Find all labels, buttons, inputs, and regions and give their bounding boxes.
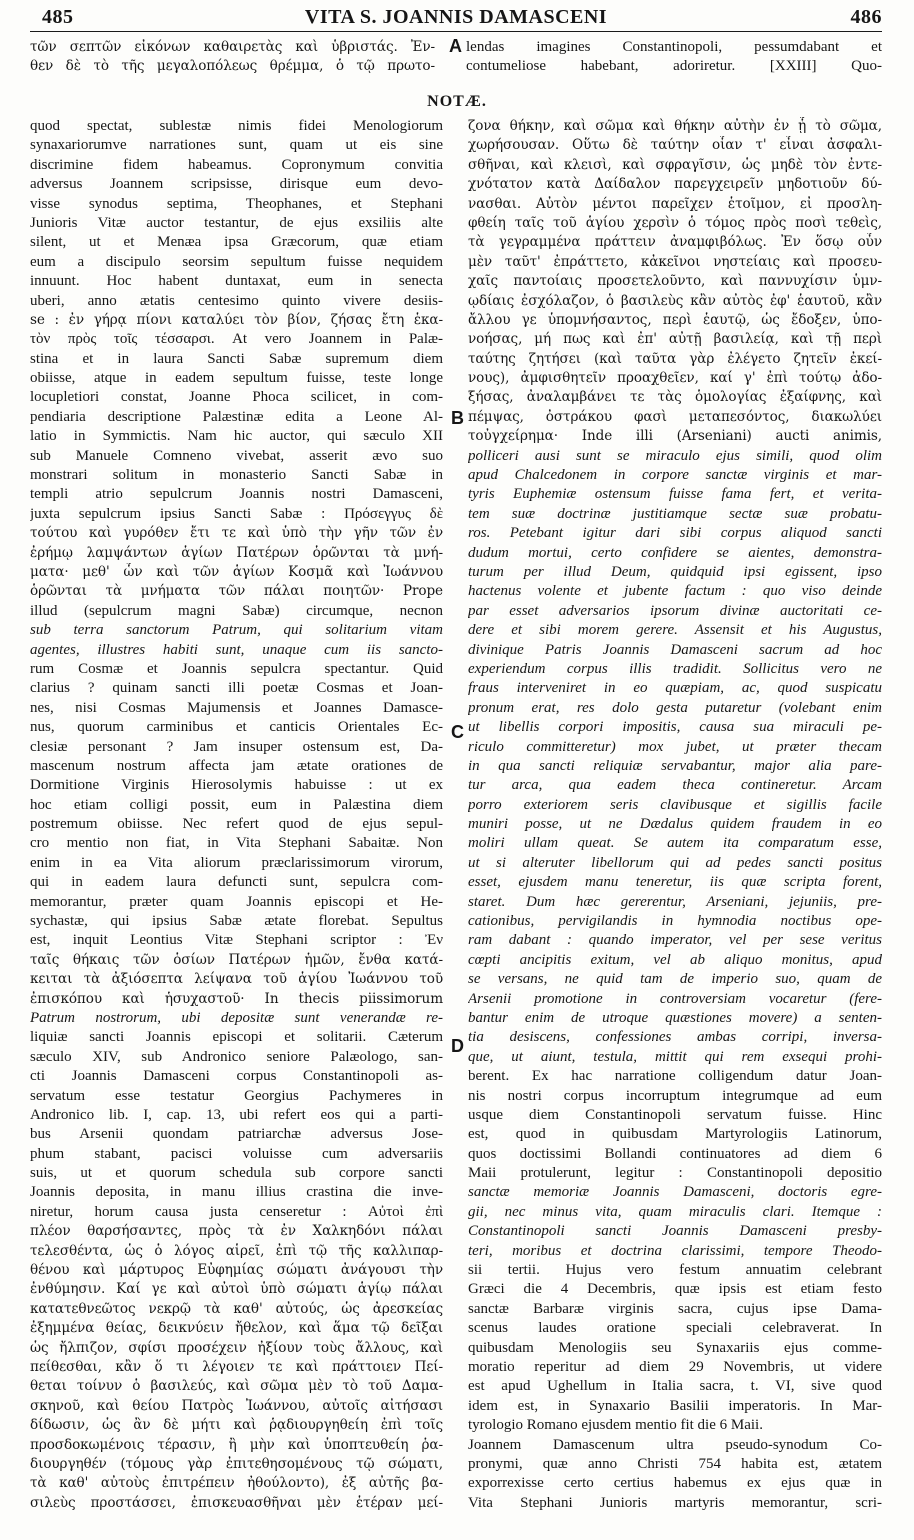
- text-line: silent, ut et Menæa ipsa Græcorum, quæ etiam: [30, 234, 443, 251]
- text-line: innuunt. Hoc habent duntaxat, eum in senecta: [30, 273, 443, 290]
- text-line: Joannis deposita, in manu illius crastina die inve-: [30, 1184, 443, 1201]
- text-line: διουργηθέν (τόμους γὰρ ἐπιτεθησομένους τῷ σώματι,: [30, 1455, 443, 1472]
- text-line: est, quod in quibusdam Martyrologiis Latinorum,: [468, 1126, 882, 1143]
- text-line: sii tertii. Hujus vero festum annuatim celebrant: [468, 1262, 882, 1279]
- text-line: Dormitione Virginis Hierosolymis habuisse : ut ex: [30, 777, 443, 794]
- text-line: Maii protulerunt, legitur : Constantinopoli depositio: [468, 1165, 882, 1182]
- text-line: cti Joannis Damasceni corpus Constantinopoli as-: [30, 1068, 443, 1085]
- text-line: eum a discipulo seorsim sepultum fuisse nequidem: [30, 253, 443, 270]
- running-title: VITA S. JOANNIS DAMASCENI: [304, 6, 608, 28]
- text-line: Junioris Vitæ auctor testantur, de ejus exsiliis alte: [30, 214, 443, 231]
- text-line: hactenus volente et jubente factum : quo viso deinde: [468, 583, 882, 600]
- text-line: est apud Ughellum in Italia sacra, t. VI, sive quod: [468, 1378, 882, 1395]
- text-line: scenus laudes oratione speciali celebraverat. In: [468, 1320, 882, 1337]
- text-line: Græci die 4 Decembris, quæ ipsis est etiam festo: [468, 1281, 882, 1298]
- text-line: stina et in laura Sancti Sabæ supremum diem: [30, 350, 443, 367]
- text-line: visse synodus septima, Theophanes, et Stephani: [30, 195, 443, 212]
- text-line: quos doctissimi Bollandi continuatores ad diem 6: [468, 1145, 882, 1162]
- text-line: staret. Dum hæc gererentur, Arseniani, jejuniis, pre-: [468, 893, 882, 910]
- text-line: exporrexisse certo certius habemus ex ejus quæ in: [468, 1475, 882, 1492]
- text-line: sæculo XIV, sub Andronico seniore Palæologo, san-: [30, 1048, 443, 1065]
- text-line: niretur, horum causa justa censeretur : Αὐτοὶ ἐπὶ: [30, 1203, 443, 1220]
- text-line: ἐπισκόπου καὶ ἡσυχαστοῦ· In thecis piissimorum: [30, 990, 443, 1007]
- text-line: κατατεθνεῶτος νεκρῷ τὰ καθ' αὐτούς, ὡς ἀρεσκείας: [30, 1300, 443, 1317]
- right-page-number: 486: [850, 6, 882, 28]
- text-line: idem est, in Synaxario Basilii imperatoris. In Mar-: [468, 1397, 882, 1414]
- text-line: dudum mortui, certo confidere se aientes, demonstra-: [468, 544, 882, 561]
- text-line: sub terra sanctorum Patrum, qui solitarium vitam: [30, 622, 443, 639]
- text-line: φθείη ταῖς τοῦ ἁγίου χερσὶν ὁ τόμος πρὸς ποσὶ τεθεὶς,: [468, 214, 882, 231]
- header-rule: [30, 31, 882, 32]
- text-line: cationibus, pervigilandis in hymnodia noctibus ope-: [468, 913, 882, 930]
- notes-right-column: [468, 117, 882, 1525]
- text-line: phum stabant, pacisci voluisse cum adversariis: [30, 1145, 443, 1162]
- text-line: templi atrio sepulcrum Joannis nostri Damasceni,: [30, 486, 443, 503]
- text-line: illud (sepulcrum magni Sabæ) circumque, necnon: [30, 602, 443, 619]
- text-line: Joannem Damascenum ultra pseudo-synodum Co-: [468, 1436, 882, 1453]
- text-line: mascenum nostrum affecta jam ætate orationes de: [30, 757, 443, 774]
- text-line: hoc etiam colligi possit, eum in Palæstina diem: [30, 796, 443, 813]
- text-line: ῳδίαις ἐσχόλαζον, ὁ βασιλεὺς κἂν αὐτὸς ἐφ' ἑαυτοῦ, κἂν: [468, 292, 882, 309]
- text-line: adversus Joannem scripsisse, dirisque eum devo-: [30, 176, 443, 193]
- text-line: nis nostri corpus incorruptum integrumque ad eum: [468, 1087, 882, 1104]
- text-line: προσδοκωμένοις τέρασιν, ἢ μὴν καὶ ὑποπτευθείη ῥα-: [30, 1436, 443, 1453]
- text-line: nus, quorum carminibus et canticis Orientales Ec-: [30, 719, 443, 736]
- text-line: ἐξημμένα θείας, δεικνύειν ἤθελον, καὶ ἅμα τῷ δεῖξαι: [30, 1320, 443, 1337]
- text-line: est, inquit Leontius Vitæ Stephani scriptor : Ἐν: [30, 932, 443, 949]
- text-line: in qua sancti reliquiæ servabantur, major alia pare-: [468, 757, 882, 774]
- text-line: νοήσας, μή πως καὶ ἐπ' αὐτῇ βασιλείᾳ, καὶ τῇ περὶ: [468, 331, 882, 348]
- text-line: dere et sibi morem gerere. Assensit et his Augustus,: [468, 622, 882, 639]
- text-line: χνότατον κατὰ Δαίδαλον παρεγχειρεῖν μηδοτιοῦν δύ-: [468, 176, 882, 193]
- text-line: nes, nisi Cosmas Majumensis et Joannes Damasce-: [30, 699, 443, 716]
- text-line: πείθεσθαι, κἂν ὅ τι λέγοιεν τε καὶ πράττοιεν Πεί-: [30, 1359, 443, 1375]
- text-line: ram dabant : quando imperator, vel per sese veritus: [468, 932, 882, 949]
- text-line: ζονα θήκην, καὶ σῶμα καὶ θήκην αὐτὴν ἐν ᾗ τὸ σῶμα,: [468, 118, 882, 134]
- greek-line: τῶν σεπτῶν εἰκόνων καθαιρετὰς καὶ ὑβριστάς. Ἐν-: [30, 39, 435, 55]
- text-line: ματα· μεθ' ὧν καὶ τῶν ἁγίων Κοσμᾶ καὶ Ἰωάννου: [30, 563, 443, 580]
- text-line: τελεσθέντα, ὡς ὁ λόγος αἱρεῖ, ἐπὶ τῷ τῆς καλλιπαρ-: [30, 1242, 443, 1259]
- text-line: pendiaria descriptione Palæstinæ edita a Leone Al-: [30, 408, 443, 425]
- text-line: νασθαι. Αὐτὸν μέντοι παρεῖχεν ἑτοῖμον, εἰ προσλη-: [468, 195, 882, 212]
- text-line: turum per illud Deum, quidquid ipsi egissent, ipso: [468, 563, 882, 580]
- section-title: NOTÆ.: [427, 93, 487, 110]
- text-line: σκηνοῦ, καὶ θείου Πατρὸς Ἰωάννου, αὐτοῖς αἰτήσασι: [30, 1397, 443, 1414]
- text-line: servatum esse testatur Georgius Pachymeres in: [30, 1087, 443, 1104]
- text-line: Vita Stephani Junioris martyris memorantur, scri-: [468, 1494, 882, 1511]
- text-line: sanctæ memoriæ Joannis Damasceni, doctoris egre-: [468, 1184, 882, 1201]
- text-line: pronymi, quæ anno Christi 754 habita est, ætatem: [468, 1455, 882, 1472]
- text-line: ἄλλου γε ὑπομνήσαντος, περὶ ἑαυτῷ, ὡς ἔδοξεν, ὑπο-: [468, 311, 882, 328]
- text-line: suis, ut et quorum schedula sub corpore sancti: [30, 1165, 443, 1182]
- text-line: χαῖς παντοίαις προσετελοῦντο, καὶ παννυχίσιν ὑμν-: [468, 273, 882, 290]
- text-line: enim in ea Vita aliorum præclarissimorum virorum,: [30, 854, 443, 871]
- margin-marker-d: D: [451, 1036, 464, 1056]
- text-line: Andronico lib. I, cap. 13, ubi refert eos qui a parti-: [30, 1106, 443, 1123]
- text-line: quibusdam Menologiis seu Synaxariis ejus comme-: [468, 1339, 882, 1356]
- text-line: berent. Ex hac narratione colligendum datur Joan-: [468, 1068, 882, 1085]
- text-line: experiendum corpus illis tradidit. Sollicitus vero ne: [468, 660, 882, 677]
- text-line: tyrologio Romano ejusdem mentio fit die 6 Maii.: [468, 1417, 763, 1434]
- text-line: ὡς ἤλπιζον, σφίσι προσέχειν ἠξίουν τοὺς ἄλλους, καὶ: [30, 1339, 443, 1356]
- text-line: Arsenii promotione in controversiam vocaretur (fere-: [468, 990, 882, 1007]
- text-line: μὲν ταῦτ' ἐπράττετο, κἀκεῖνοι νηστείαις καὶ προσευ-: [468, 253, 882, 270]
- text-line: juxta sepulcrum ipsius Sancti Sabæ : Πρόσεγγυς δὲ: [30, 505, 443, 522]
- margin-marker-b: B: [451, 408, 464, 428]
- text-line: clarius ? quinam sancti illi poetæ Cosmas et Joan-: [30, 680, 443, 697]
- left-page-number: 485: [42, 6, 74, 28]
- text-line: τὰ καθ' αὐτοὺς ἐπιτρέπειν ἠθούλοντο), ἐξ αὐτῆς βα-: [30, 1475, 443, 1492]
- text-line: teri, moribus et doctrina clarissimi, tempore Theodo-: [468, 1242, 882, 1259]
- text-line: usque diem Constantinopoli servatum fuisse. Hinc: [468, 1106, 882, 1123]
- text-line: agentes, illustres habiti sunt, unaque cum iis sancto-: [30, 641, 443, 658]
- text-line: τὰ γεγραμμένα πράττειν ἀναμφιβόλως. Ἐν ὅσῳ οὖν: [468, 234, 882, 251]
- text-line: muniri posse, ut ne Dædalus quidem fraudem in eo: [468, 816, 882, 833]
- text-line: se : ἐν γήρᾳ πίονι καταλύει τὸν βίον, ζήσας ἔτη ἑκα-: [30, 311, 443, 328]
- text-line: polliceri ausi sunt se miraculo ejus simili, quod olim: [468, 447, 882, 464]
- text-line: Constantinopoli sancti Joannis Damasceni presby-: [468, 1223, 882, 1240]
- text-line: divinique Patris Joannis Damasceni sacrum ad hoc: [468, 641, 882, 658]
- text-line: ταύτης ζητήσει (καὶ ταῦτα γὰρ ἐλέγετο ζητεῖν ἐκεί-: [468, 350, 882, 367]
- text-line: pronum erat, res dolo gesta putaretur (volebant enim: [468, 699, 882, 716]
- text-line: se versans, ne quid tam de imperio suo, quam de: [468, 971, 882, 988]
- text-line: νους), ἀμφισθητεῖν προαχθεῖεν, καί γ' ἐπὶ τούτῳ ἀδο-: [468, 370, 882, 387]
- text-line: ὁρῶνται τὰ μνήματα τῶν πάλαι ποιητῶν· Prope: [30, 583, 443, 600]
- text-line: ἐνθύμησιν. Καί γε καὶ αὐτοὶ ὑπὸ σώματι ἁγίῳ πάλαι: [30, 1281, 443, 1298]
- text-line: σιλεὺς προστάσσει, ἐπισκευασθῆναι μὲν ἑτέραν μεί-: [30, 1494, 443, 1511]
- text-line: ut libellis corpori impositis, causa sua miraculi pe-: [468, 719, 882, 736]
- text-line: rum Cosmæ et Joannis sepulcra spectantur. Quid: [30, 660, 443, 677]
- text-line: Patrum nostrorum, ubi depositæ sunt venerandæ re-: [30, 1009, 443, 1026]
- notes-left-column: [30, 117, 443, 1525]
- text-line: ἐρήμῳ λαμψάντων ἁγίων Πατέρων ὁρῶνται τὰ μνή-: [30, 544, 443, 561]
- text-line: tem suæ doctrinæ justitiamque sectæ suæ probatu-: [468, 505, 882, 522]
- text-line: quod spectat, sublestæ nimis fidei Menologiorum: [30, 118, 443, 134]
- text-line: riculo committeretur) mox jubet, ut præter thecam: [468, 738, 882, 755]
- text-line: par esset adversarios ipsorum divinæ auctoritati ce-: [468, 602, 882, 619]
- text-line: τοὐγχείρημα· Inde illi (Arseniani) aucti animis,: [468, 428, 882, 445]
- text-line: cœpti ancipitis exitum, vel ab aliquo monitus, apud: [468, 951, 882, 968]
- text-line: locupletiori constat, Joanne Phoca scilicet, in com-: [30, 389, 443, 406]
- text-line: tyris Euphemiæ ostensum fuisse fama fert, et verita-: [468, 486, 882, 503]
- text-line: porro exteriorem seris clavibusque et sigillis facile: [468, 796, 882, 813]
- text-line: τούτου καὶ γυρόθεν ἔτι τε καὶ ὑπὸ τὴν γῆν τῶν ἐν: [30, 525, 443, 542]
- text-line: πέμψας, ὀστράκου φασὶ μεταπεσόντος, διακωλύει: [468, 408, 882, 425]
- text-line: σθῆναι, καὶ κλεισὶ, καὶ σφραγῖσιν, ὡς μηδὲ τὸν ἐντε-: [468, 156, 882, 173]
- latin-text-top: [466, 35, 882, 74]
- latin-line: contumeliose habebant, adoriretur. [XXIII] Quo-: [466, 58, 882, 74]
- text-line: tur arca, qua eadem theca contineretur. Arcam: [468, 777, 882, 794]
- text-line: discrimine fidem habeamus. Copronymum convitia: [30, 156, 443, 173]
- text-line: θεται τοίνυν ὁ βασιλεύς, καὶ σῶμα μὲν τὸ τοῦ Δαμα-: [30, 1378, 443, 1395]
- text-line: χωρήσουσαν. Οὕτω δὲ ταύτην οἷαν τ' εἶναι ἀσφαλι-: [468, 137, 882, 154]
- text-line: apud Chalcedonem in corpore sanctæ virginis et mar-: [468, 467, 882, 484]
- text-line: uberi, anno ætatis centesimo quinto vivere desiis-: [30, 292, 443, 309]
- text-line: κειται τὰ ἀξιόσεπτα λείψανα τοῦ ἁγίου Ἰωάννου τοῦ: [30, 971, 443, 988]
- text-line: bantur enim de utroque quæstiones movere) a senten-: [468, 1009, 882, 1026]
- text-line: esset, ejusdem manu teneretur, iis quæ scripta forent,: [468, 874, 882, 891]
- text-line: ros. Petebant igitur dari sibi corpus aliquod sancti: [468, 525, 882, 542]
- text-line: moratio reperitur ad diem 29 Novembris, ut videre: [468, 1359, 882, 1375]
- text-line: ut si alteruter libellorum qui ad pedes sancti positus: [468, 854, 882, 871]
- text-line: moliri ullam queat. Se autem ita comparatum esse,: [468, 835, 882, 852]
- text-line: ξήσας, ἀναλαμβάνει τε τὰς ὁμολογίας ἐξαίφνης, καὶ: [468, 389, 882, 406]
- text-line: sanctæ Barbaræ virginis sacra, cujus ipse Dama-: [468, 1300, 882, 1317]
- text-line: qui in eadem laura defuncti sunt, sepulcra com-: [30, 874, 443, 891]
- text-line: bus Arsenii quondam patriarchæ adversus Jose-: [30, 1126, 443, 1143]
- text-line: obiisse, atque in eadem sepultum fuisse, teste longe: [30, 370, 443, 387]
- greek-line: θεν δὲ τὸ τῆς μεγαλοπόλεως θρέμμα, ὁ τῷ πρωτο-: [30, 58, 435, 74]
- text-line: memorantur, præter quam Joannis episcopi et He-: [30, 893, 443, 910]
- text-line: monstrari solitum in monasterio Sancti Sabæ in: [30, 467, 443, 484]
- text-line: δίδωσιν, ὡς ἂν δὲ μήτι καὶ ῥᾳδιουργηθείη ἐπὶ τοῖς: [30, 1417, 443, 1434]
- text-line: ταῖς θήκαις τῶν ὁσίων Πατέρων ἡμῶν, ἔνθα κατά-: [30, 951, 443, 968]
- text-line: liquiæ sancti Joannis episcopi et solitarii. Cæterum: [30, 1029, 443, 1046]
- text-line: gii, nec minus vita, quam miraculis clari. Itemque :: [468, 1203, 882, 1220]
- text-line: sychastæ, qui ipsius Sabæ ætate florebat. Sepultus: [30, 913, 443, 930]
- running-head: [30, 4, 882, 30]
- text-line: latio in Symmictis. Nam hic auctor, qui sæculo XII: [30, 428, 443, 445]
- margin-marker-a: A: [449, 36, 462, 56]
- text-line: postremum obiisse. Nec refert quod de ejus sepul-: [30, 816, 443, 833]
- text-line: sub Manuele Comneno vivebat, asserit ævo suo: [30, 447, 443, 464]
- margin-marker-c: C: [451, 722, 464, 742]
- text-line: fraus interveniret in eo quæpiam, ac, quod suspicatu: [468, 680, 882, 697]
- text-line: synaxariorumve narrationes sunt, quam ut eis sine: [30, 137, 443, 154]
- text-line: que, ut aiunt, testula, mittit qui rem exsequi prohi-: [468, 1048, 882, 1065]
- text-line: cro mentio non fiat, in Vita Stephani Sabaitæ. Non: [30, 835, 443, 852]
- text-line: θένου καὶ μάρτυρος Εὐφημίας σώματι ἀνάγουσι τὴν: [30, 1262, 443, 1279]
- text-line: πλέον θαρσήσαντες, πρὸς τὰ ἐν Χαλκηδόνι πάλαι: [30, 1223, 443, 1240]
- text-line: tia desiscens, confessiones ambas corripi, inversa-: [468, 1029, 882, 1046]
- text-line: clesiæ personant ? Jam insuper ostensum est, Da-: [30, 738, 443, 755]
- text-line: τὸν πρὸς τοῖς τέσσαρσι. At vero Joannem in Palæ-: [30, 331, 443, 348]
- greek-text-top: [30, 35, 435, 74]
- latin-line: lendas imagines Constantinopoli, pessumdabant et: [466, 39, 882, 55]
